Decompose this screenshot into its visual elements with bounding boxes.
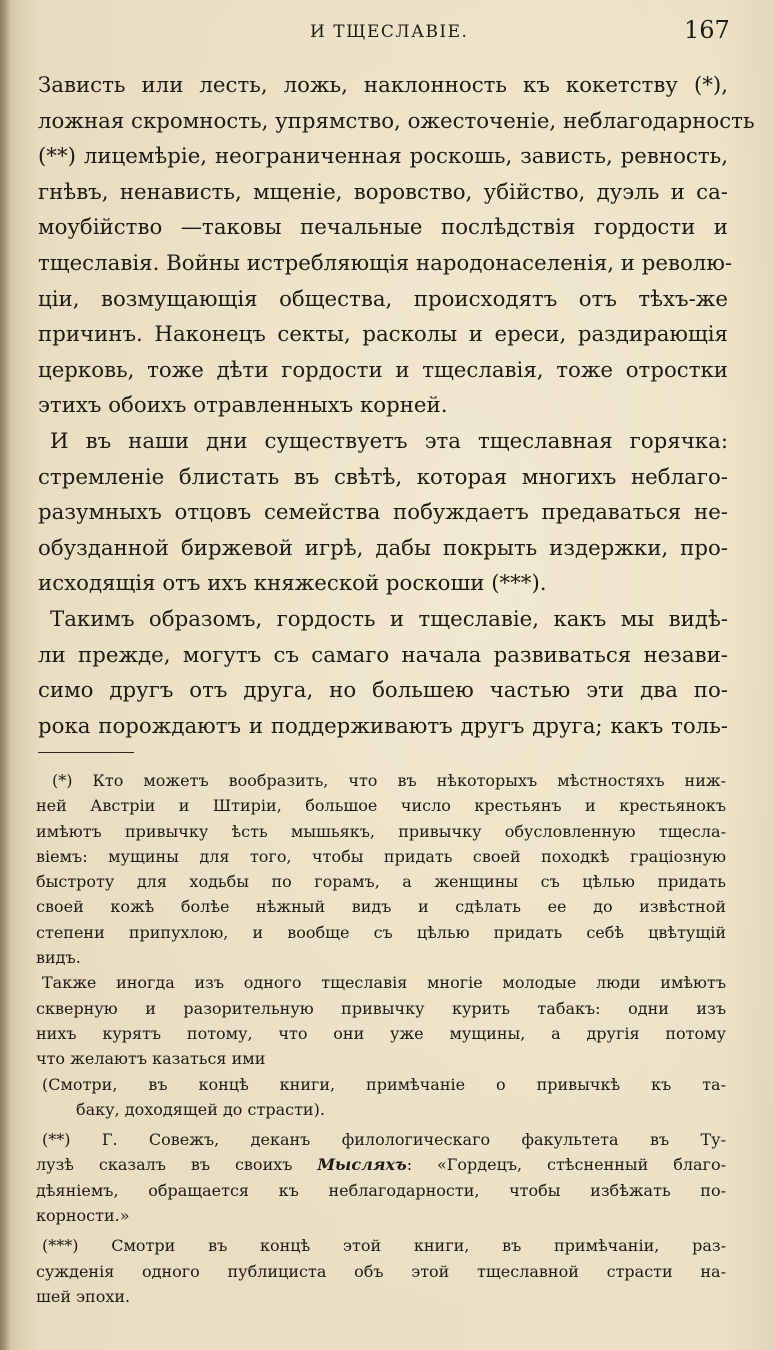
footnote-rule: [38, 752, 134, 753]
text-line: моубійство —таковы печальные послѣдствія гордости и: [38, 215, 728, 241]
footnote-line: дѣяніемъ, обращается къ неблагодарности, чтобы избѣжать по-: [36, 1180, 726, 1200]
footnote-line: имѣютъ привычку ѣсть мышьякъ, привычку обусловленную тщесла-: [36, 821, 726, 841]
text-line: Такимъ образомъ, гордость и тщеславіе, какъ мы видѣ-: [50, 606, 728, 632]
page-number: 167: [684, 16, 730, 44]
text-line: церковь, тоже дѣти гордости и тщеславія, тоже отростки: [38, 357, 728, 383]
text-line: причинъ. Наконецъ секты, расколы и ереси, раздирающія: [38, 322, 728, 348]
text-line: этихъ обоихъ отравленныхъ корней.: [38, 393, 448, 419]
footnote-line: нихъ курятъ потому, что они уже мущины, а другія потому: [36, 1023, 726, 1043]
footnote-line: шей эпохи.: [36, 1286, 131, 1306]
footnote-line: (***) Смотри въ концѣ этой книги, въ примѣчаніи, раз-: [42, 1236, 726, 1256]
text-line: симо другъ отъ друга, но большею частью эти два по-: [38, 678, 728, 704]
page-binding-shadow: [0, 0, 10, 1350]
footnote-line: видъ.: [36, 948, 81, 968]
main-text: [38, 68, 755, 744]
footnote-line: баку, доходящей до страсти).: [76, 1099, 325, 1119]
text-line: Зависть или лесть, ложь, наклонность къ кокетству (*),: [38, 73, 728, 98]
text-line: стремленіе блистать въ свѣтѣ, которая многихъ неблаго-: [38, 464, 728, 490]
italic-title: Мысляхъ: [317, 1155, 407, 1175]
footnote-line: своей кожѣ болѣе нѣжный видъ и сдѣлать ее до извѣстной: [36, 897, 726, 917]
text-line: рока порождаютъ и поддерживаютъ другъ друга; какъ толь-: [38, 713, 728, 739]
footnote-line: корности.»: [36, 1206, 130, 1226]
footnote-line: быстроту для ходьбы по горамъ, а женщины съ цѣлью придать: [36, 872, 726, 892]
footnote-line: [36, 1152, 726, 1177]
text-line: ли прежде, могутъ съ самаго начала развиваться незави-: [38, 642, 728, 668]
footnotes: [36, 768, 726, 1309]
text-line: исходящія отъ ихъ княжеской роскоши (***).: [38, 571, 547, 597]
text-line: разумныхъ отцовъ семейства побуждаетъ предаваться не-: [38, 500, 728, 526]
text-line: ложная скромность, упрямство, ожесточеніе, неблагодарность: [38, 108, 755, 134]
text-line: обузданной биржевой игрѣ, дабы покрыть издержки, про-: [38, 535, 728, 561]
running-head: И ТЩЕСЛАВІЕ.: [310, 22, 469, 42]
footnote-line: (**) Г. Совежъ, деканъ филологическаго факультета въ Ту-: [42, 1130, 726, 1150]
footnote-line: скверную и разорительную привычку курить табакъ: одни изъ: [36, 998, 726, 1018]
text-line: (**) лицемѣріе, неограниченная роскошь, зависть, ревность,: [38, 144, 728, 170]
footnote-line: (*) Кто можетъ вообразить, что въ нѣкоторыхъ мѣстностяхъ ниж-: [52, 771, 726, 790]
text-line: И въ наши дни существуетъ эта тщеславная горячка:: [50, 428, 728, 454]
footnote-line: Также иногда изъ одного тщеславія многіе молодые люди имѣютъ: [42, 973, 726, 993]
footnote-line: степени припухлою, и вообще съ цѣлью придать себѣ цвѣтущій: [36, 922, 726, 942]
footnote-text: : «Гордецъ, стѣсненный благо-: [406, 1155, 726, 1175]
text-line: тщеславія. Войны истребляющія народонаселенія, и револю-: [38, 250, 733, 276]
text-line: ціи, возмущающія общества, происходятъ отъ тѣхъ-же: [38, 286, 728, 312]
text-line: гнѣвъ, ненависть, мщеніе, воровство, убійство, дуэль и са-: [38, 179, 728, 205]
footnote-line: сужденія одного публициста объ этой тщеславной страсти на-: [36, 1261, 726, 1281]
footnote-line: (Смотри, въ концѣ книги, примѣчаніе о привычкѣ къ та-: [42, 1074, 726, 1094]
footnote-text: лузѣ сказалъ въ своихъ: [36, 1155, 293, 1175]
footnote-line: віемъ: мущины для того, чтобы придать своей походкѣ граціозную: [36, 846, 726, 866]
footnote-line: что желаютъ казаться ими: [36, 1049, 266, 1069]
footnote-line: ней Австріи и Штиріи, большое число крестьянъ и крестьянокъ: [36, 796, 726, 816]
